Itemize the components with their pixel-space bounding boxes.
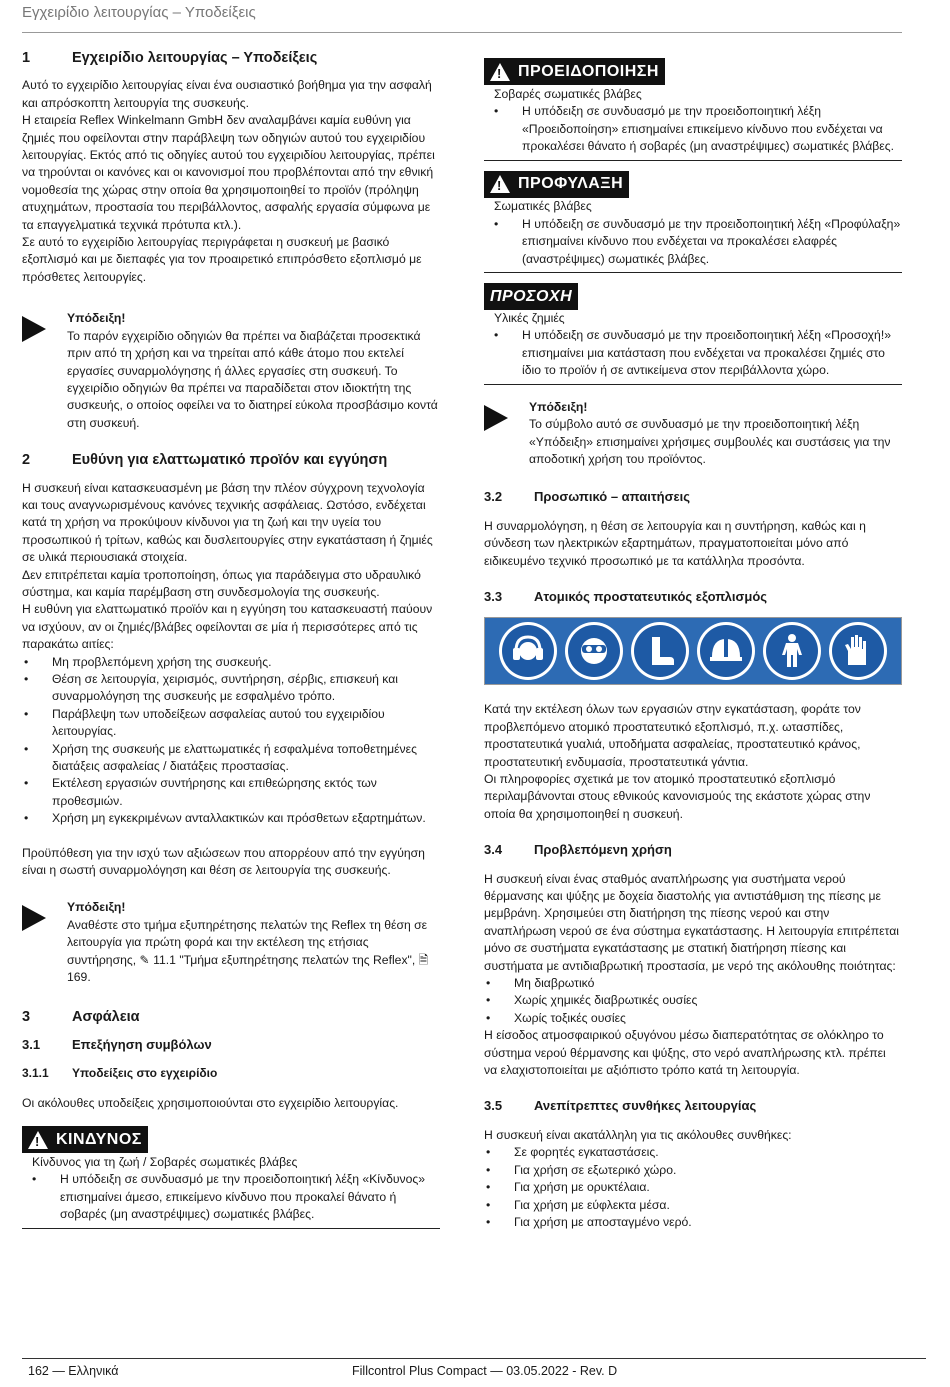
list-item: • Σε φορητές εγκαταστάσεις. [484, 1144, 902, 1161]
note-box [22, 899, 440, 986]
page-number: 162 — Ελληνικά [28, 1364, 119, 1378]
danger-subtitle: Κίνδυνος για τη ζωή / Σοβαρές σωματικές βλάβες [32, 1155, 298, 1170]
warning-triangle-icon [490, 175, 510, 193]
list-item: • Μη προβλεπόμενη χρήση της συσκευής. [22, 654, 440, 671]
note-box [22, 310, 440, 432]
protective-gloves-icon [829, 622, 887, 680]
paragraph: Οι ακόλουθες υποδείξεις χρησιμοποιούνται στο εγχειρίδιο λειτουργίας. [22, 1095, 399, 1110]
header-divider [22, 32, 902, 33]
paragraph: Οι πληροφορίες σχετικά με τον ατομικό προστατευτικό εξοπλισμό περιλαμβάνονται στους εθνικούς κανονισμούς της εκάστοτε χώρας στην οποία θα χρησιμοποιηθεί η συσκευή. [484, 771, 871, 821]
water-quality-list [484, 975, 902, 1027]
notice-block [484, 283, 902, 385]
paragraph: Η εταιρεία Reflex Winkelmann GmbH δεν αναλαμβάνει καμία ευθύνη για ζημιές που οφείλονται στην παράβλεψη των οδηγιών αυτού του εγχειριδίου λειτουργίας. Εκτός από τις οδηγίες αυτού του εγχειριδίου λειτουργίας, πρέπει να τηρούνται οι κανόνες και οι κανονισμοί που προβλέπονται από την εθνική νομοθεσία της χώρας στην οποία θα χρησιμοποιηθεί το προϊόν (πρόληψη ατυχημάτων, προστασία του περιβάλλοντος, ασφαλής εργασία σύμφωνα με τα επαγγελματικά τεχνικά πρότυπα κτλ.). [22, 113, 435, 232]
paragraph: Κατά την εκτέλεση όλων των εργασιών στην εγκατάσταση, φοράτε τον προβλεπόμενο ατομικό προστατευτικό εξοπλισμό, π.χ. ωτασπίδες, προστατευτικά γυαλιά, υποδήματα ασφαλείας, προστατευτικό κράνος, προστατευτική ενδυμασία, προστατευτικά γάντια. [484, 702, 861, 769]
helmet-icon [697, 622, 755, 680]
arrow-icon [484, 405, 508, 431]
list-item: • Χρήση μη εγκεκριμένων ανταλλακτικών και πρόσθετων εξαρτημάτων. [22, 810, 440, 827]
list-item: • Για χρήση με ορυκτέλαια. [484, 1179, 902, 1196]
arrow-icon [22, 316, 46, 342]
arrow-icon [22, 905, 46, 931]
list-item: • Μη διαβρωτικό [484, 975, 902, 992]
section-3-1-heading: 3.1 Επεξήγηση συμβόλων [22, 1036, 212, 1052]
list-item: • Για χρήση με εύφλεκτα μέσα. [484, 1197, 902, 1214]
note-title: Υπόδειξη! [529, 399, 588, 414]
ear-protection-icon [499, 622, 557, 680]
safety-goggles-icon [565, 622, 623, 680]
paragraph: Η συσκευή είναι ένας σταθμός αναπλήρωσης για συστήματα νερού θέρμανσης και ψύξης με δοχεία διαστολής για αντιστάθμιση της πίεσης με μεμβράνη. Χρησιμεύει στη διατήρηση της πίεσης νερού και στην αναπλήρωση νερού σε ένα σύστημα εγκατάστασης. Η λειτουργία επιτρέπεται μόνο σε συστήματα εγκατάστασης με στατική διατήρηση πίεσης και συστήματα με αντιδιαβρωτική προστασία, με νερό της ακόλουθης ποιότητας: [484, 871, 899, 973]
left-column [22, 46, 440, 1239]
danger-text: • Η υπόδειξη σε συνδυασμό με την προειδοποιητική λέξη «Κίνδυνος» επισημαίνει άμεσο, επικείμενο κίνδυνο που προκαλεί θάνατο ή σοβαρές (μη αναστρέψιμες) σωματικές βλάβες. [30, 1171, 440, 1223]
paragraph: Προϋπόθεση για την ισχύ των αξιώσεων που απορρέουν από την εγγύηση είναι η σωστή συναρμολόγηση και θέση σε λειτουργία της συσκευής. [22, 845, 425, 878]
section-3-5-heading: 3.5 Ανεπίτρεπτες συνθήκες λειτουργίας [484, 1098, 757, 1114]
ppe-pictograms [484, 617, 902, 685]
warning-text: • Η υπόδειξη σε συνδυασμό με την προειδοποιητική λέξη «Προειδοποίηση» επισημαίνει επικείμενο κίνδυνο που ενδέχεται να προκαλέσει θάνατο ή σοβαρές (μη αναστρέψιμες) σωματικές βλάβες. [492, 103, 902, 155]
section-3-2-heading: 3.2 Προσωπικό – απαιτήσεις [484, 489, 691, 505]
list-item: • Παράβλεψη των υποδείξεων ασφαλείας αυτού του εγχειριδίου λειτουργίας. [22, 706, 440, 741]
notice-text: • Η υπόδειξη σε συνδυασμό με την προειδοποιητική λέξη «Προσοχή!» επισημαίνει μια κατάσταση που ενδέχεται να προκαλέσει ζημιές στο ίδιο το προϊόν ή σε αντικείμενα στον περιβάλλοντα χώρο. [492, 327, 902, 379]
note-box [484, 399, 902, 469]
section-3-1-1-heading: 3.1.1 Υποδείξεις στο εγχειρίδιο [22, 1066, 218, 1081]
paragraph: Η συναρμολόγηση, η θέση σε λειτουργία και η συντήρηση, καθώς και η σύνδεση των ηλεκτρικών εξαρτημάτων, πραγματοποιείται μόνο από ειδικευμένο τεχνικό προσωπικό με τα κατάλληλα προσόντα. [484, 518, 866, 568]
list-item: • Εκτέλεση εργασιών συντήρησης και επιθεώρησης εκτός των προθεσμιών. [22, 775, 440, 810]
list-item: • Για χρήση με αποσταγμένο νερό. [484, 1214, 902, 1231]
note-text: Το παρόν εγχειρίδιο οδηγιών θα πρέπει να διαβάζεται προσεκτικά πριν από τη χρήση και να τηρείται από κάθε άτομο που εκτελεί εργασίες συναρμολόγησης ή άλλες εργασίες στη συσκευή. Το εγχειρίδιο οδηγιών θα πρέπει να παραδίδεται στον ιδιοκτήτη της συσκευής, ο οποίος οφείλει να το διατηρεί εύκολα προσβάσιμο κοντά στη συσκευή. [67, 328, 438, 430]
list-item: • Για χρήση σε εξωτερικό χώρο. [484, 1162, 902, 1179]
paragraph: Αυτό το εγχειρίδιο λειτουργίας είναι ένα ουσιαστικό βοήθημα για την ασφαλή και απρόσκοπτη λειτουργία της συσκευής. [22, 78, 432, 110]
paragraph: Η συσκευή είναι κατασκευασμένη με βάση την πλέον σύγχρονη τεχνολογία και τους αναγνωρισμένους κανόνες τεχνικής ασφάλειας. Ωστόσο, ενδέχεται κατά τη χρήση να προκύψουν κίνδυνοι για τη ζωή και την υγεία του προσωπικού ή τρίτων, καθώς και δυσλειτουργίες στην εγκατάσταση ή ζημιές σε υλικά περιουσιακά στοιχεία. [22, 480, 433, 565]
list-item: • Χωρίς τοξικές ουσίες [484, 1010, 902, 1027]
section-3-heading: 3 Ασφάλεια [22, 1008, 140, 1025]
warning-badge: ! ΠΡΟΕΙΔΟΠΟΙΗΣΗ [484, 58, 665, 85]
notice-badge: ΠΡΟΣΟΧΗ [484, 283, 578, 310]
caution-text: • Η υπόδειξη σε συνδυασμό με την προειδοποιητική λέξη «Προφύλαξη» επισημαίνει κίνδυνο που ενδέχεται να προκαλέσει ελαφρές (αναστρέψιμες) σωματικές βλάβες. [492, 216, 902, 268]
right-column [484, 58, 902, 1231]
document-id: Fillcontrol Plus Compact — 03.05.2022 - Rev. D [352, 1364, 618, 1378]
list-item: • Θέση σε λειτουργία, χειρισμός, συντήρηση, σέρβις, επισκευή και συναρμολόγηση της συσκευής με εσφαλμένο τρόπο. [22, 671, 440, 706]
footer-divider [22, 1358, 926, 1359]
section-3-3-heading: 3.3 Ατομικός προστατευτικός εξοπλισμός [484, 588, 768, 604]
running-header: Εγχειρίδιο λειτουργίας – Υποδείξεις [22, 4, 256, 21]
paragraph: Η ευθύνη για ελαττωματικό προϊόν και η εγγύηση του κατασκευαστή παύουν να ισχύουν, αν οι ζημιές/βλάβες οφείλονται σε μία ή περισσότερες από τις παρακάτω αιτίες: [22, 602, 433, 652]
danger-block [22, 1126, 440, 1229]
note-title: Υπόδειξη! [67, 900, 126, 915]
warning-triangle-icon [490, 63, 510, 81]
warning-subtitle: Σοβαρές σωματικές βλάβες [494, 86, 642, 101]
caution-badge: ! ΠΡΟΦΥΛΑΞΗ [484, 171, 629, 198]
caution-subtitle: Σωματικές βλάβες [494, 199, 592, 214]
caution-block [484, 171, 902, 274]
note-text: Αναθέστε στο τμήμα εξυπηρέτησης πελατών της Reflex τη θέση σε λειτουργία για πρώτη φορά και την εκτέλεση της ετήσιας συντήρησης, ✎ 11.1 "Τμήμα εξυπηρέτησης πελατών της Reflex", 🗎 169. [67, 917, 429, 985]
section-1-heading: 1 Εγχειρίδιο λειτουργίας – Υποδείξεις [22, 50, 318, 66]
section-3-4-heading: 3.4 Προβλεπόμενη χρήση [484, 842, 672, 858]
warning-block [484, 58, 902, 161]
paragraph: Σε αυτό το εγχειρίδιο λειτουργίας περιγράφεται η συσκευή με βασικό εξοπλισμό και με διεπαφές για τον προαιρετικό επιπρόσθετο εξοπλισμό με πρόσθετες λειτουργίες. [22, 235, 422, 284]
note-text: Το σύμβολο αυτό σε συνδυασμό με την προειδοποιητική λέξη «Υπόδειξη» επισημαίνει χρήσιμες συμβουλές και συστάσεις για την αποδοτική χρήση του προϊόντος. [529, 417, 891, 466]
safety-boots-icon [631, 622, 689, 680]
list-item: • Χωρίς χημικές διαβρωτικές ουσίες [484, 992, 902, 1009]
list-item: • Χρήση της συσκευής με ελαττωματικές ή εσφαλμένα τοποθετημένες διατάξεις ασφαλείας / διατάξεις προστασίας. [22, 741, 440, 776]
paragraph: Δεν επιτρέπεται καμία τροποποίηση, όπως για παράδειγμα στο υδραυλικό σύστημα, και καμία παρέμβαση στη συνδεσμολογία της συσκευής. [22, 567, 421, 599]
prohibited-conditions-list [484, 1144, 902, 1231]
warning-triangle-icon [28, 1131, 48, 1149]
note-title: Υπόδειξη! [67, 311, 126, 326]
section-2-heading: 2 Ευθύνη για ελαττωματικό προϊόν και εγγύηση [22, 452, 388, 469]
protective-clothing-icon [763, 622, 821, 680]
danger-badge: ! ΚΙΝΔΥΝΟΣ [22, 1126, 148, 1153]
paragraph: Η είσοδος ατμοσφαιρικού οξυγόνου μέσω διαπερατότητας σε ολόκληρο το σύστημα νερού θέρμανσης και ψύξης, στο νερό αναπλήρωσης κτλ. πρέπει να ελαχιστοποιείται με αξιόπιστο τρόπο κατά τη λειτουργία. [484, 1028, 886, 1078]
paragraph: Η συσκευή είναι ακατάλληλη για τις ακόλουθες συνθήκες: [484, 1127, 792, 1142]
liability-list [22, 654, 440, 828]
notice-subtitle: Υλικές ζημιές [494, 311, 565, 326]
